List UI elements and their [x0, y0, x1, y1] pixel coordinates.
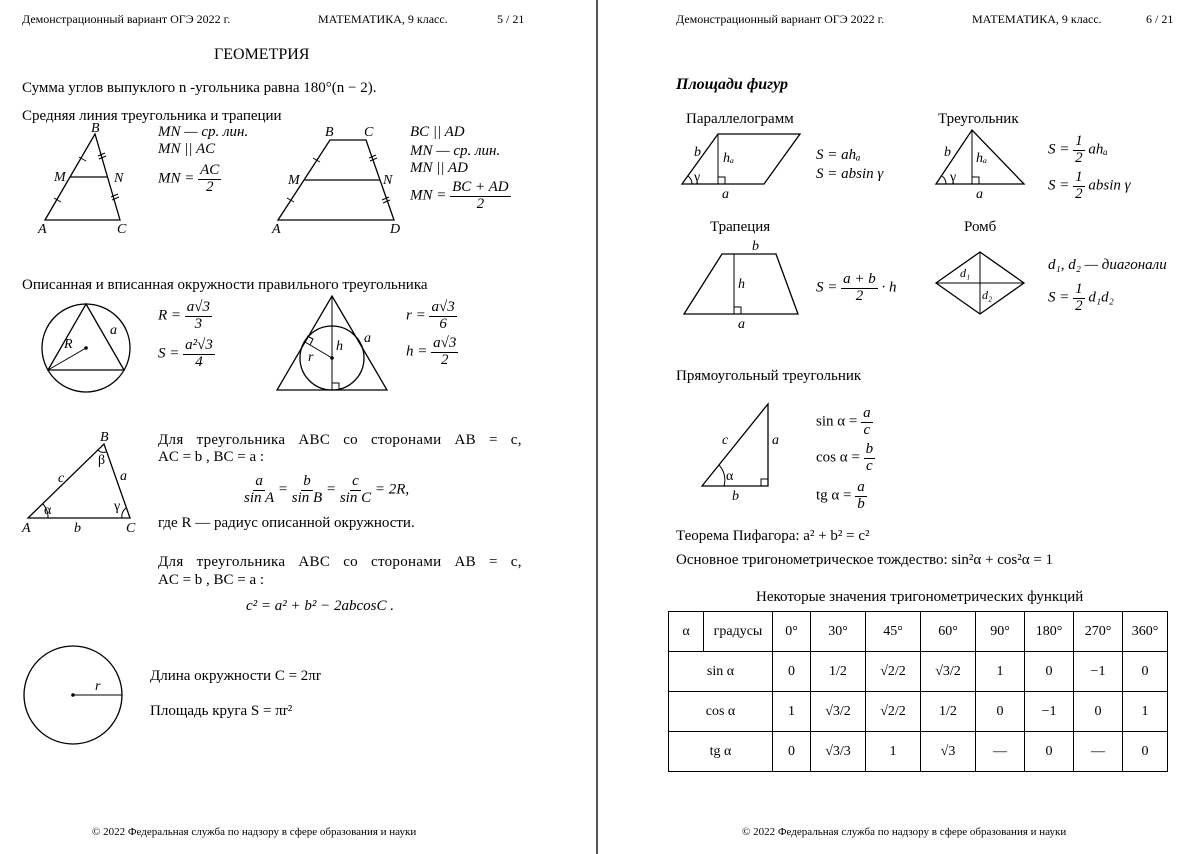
angle-gamma: γ — [114, 499, 121, 514]
table-row — [669, 652, 1168, 692]
value-cell: √3/3 — [811, 732, 866, 772]
rhombus-formula-2: S = $\frac{1}{2}$ d₁d₂ — [1048, 281, 1114, 314]
height-ha: hₐ — [723, 151, 735, 166]
value-cell: 1 — [976, 652, 1025, 692]
value-cell: −1 — [1074, 652, 1123, 692]
value-cell: 0 — [1123, 652, 1168, 692]
side-a: a — [722, 187, 729, 202]
value-cell: 1 — [1123, 692, 1168, 732]
parallelogram-figure — [678, 126, 808, 202]
side-a: a — [110, 323, 117, 338]
value-cell: 0 — [773, 732, 811, 772]
parallelogram-formula-2: S = absin γ — [816, 166, 884, 182]
point-M: M — [54, 170, 66, 185]
radius-r: r — [95, 679, 101, 694]
triangle-figure — [932, 126, 1028, 202]
table-row — [669, 732, 1168, 772]
midline-heading: Средняя линия треугольника и трапеции — [22, 108, 282, 124]
value-cell: 0 — [976, 692, 1025, 732]
sine-law-triangle-figure — [18, 428, 144, 540]
trap-formula-1: BC || AD — [410, 124, 465, 140]
leg-b: b — [732, 489, 739, 504]
cos-law-intro-2: AC = b , BC = a : — [158, 572, 265, 588]
height-h: h — [336, 339, 343, 354]
sin-formula: sin α = $\frac{a}{c}$ — [816, 405, 871, 438]
value-cell: 1/2 — [811, 652, 866, 692]
circle-area-formula: Площадь круга S = πr² — [150, 703, 293, 719]
vertex-D: D — [390, 222, 401, 235]
point-M: M — [288, 173, 300, 188]
trig-identity: Основное тригонометрическое тождество: sin²α + cos²α = 1 — [676, 552, 1054, 568]
trig-values-table — [668, 611, 1168, 772]
value-cell: 1 — [866, 732, 921, 772]
midline-trapezoid-figure — [268, 120, 408, 235]
side-a: a — [120, 469, 127, 484]
value-cell: 1/2 — [921, 692, 976, 732]
cos-law-formula: c² = a² + b² − 2abcosC . — [246, 598, 395, 614]
base-b: b — [752, 239, 759, 254]
triangle-formula-1: S = $\frac{1}{2}$ ahₐ — [1048, 133, 1108, 166]
vertex-B: B — [91, 121, 100, 136]
tri1-formula-1: MN — ср. лин. — [158, 124, 249, 140]
side-a: a — [364, 331, 371, 346]
height-h: h — [738, 277, 745, 292]
side-a: a — [976, 187, 983, 202]
cos-formula: cos α = $\frac{b}{c}$ — [816, 441, 874, 474]
trapezoid-formula: S = $\frac{a + b}{2}$ · h — [816, 271, 897, 304]
angle-alpha: α — [44, 503, 52, 518]
value-cell: √3 — [921, 732, 976, 772]
right-triangle-figure — [698, 398, 780, 506]
incirc-formula-h: h = $\frac{a√3}{2}$ — [406, 335, 457, 368]
header-left: Демонстрационный вариант ОГЭ 2022 г. — [676, 12, 885, 26]
value-cell: √2/2 — [866, 652, 921, 692]
table-header-row — [669, 612, 1168, 652]
value-cell: 1 — [773, 692, 811, 732]
diagonal-d1: d₁ — [960, 266, 971, 280]
right-triangle-heading: Прямоугольный треугольник — [676, 368, 862, 384]
header-cell: 60° — [921, 612, 976, 652]
circ-formula-R: R = $\frac{a√3}{3}$ — [158, 299, 211, 332]
value-cell: — — [1074, 732, 1123, 772]
header-page-number: 6 / 21 — [1146, 12, 1174, 26]
hypotenuse-c: c — [722, 433, 729, 448]
value-cell: √3/2 — [811, 692, 866, 732]
angle-gamma: γ — [950, 170, 957, 185]
header-page-number: 5 / 21 — [497, 12, 525, 26]
polygon-sum: Сумма углов выпуклого n -угольника равна 180°(n − 2). — [22, 80, 377, 96]
vertex-B: B — [325, 125, 334, 140]
page-title: ГЕОМЕТРИЯ — [214, 46, 310, 63]
footer: © 2022 Федеральная служба по надзору в сфере образования и науки — [742, 826, 1067, 838]
circle-figure — [22, 644, 126, 748]
trapezoid-title: Трапеция — [710, 219, 771, 235]
base-a: a — [738, 317, 745, 332]
vertex-C: C — [117, 222, 127, 235]
vertex-C: C — [126, 521, 136, 536]
point-N: N — [383, 173, 393, 188]
header-cell: 360° — [1123, 612, 1168, 652]
tg-formula: tg α = $\frac{a}{b}$ — [816, 479, 865, 512]
right-page — [600, 0, 1200, 854]
sine-law-intro: Для треугольника ABC со сторонами AB = c, — [158, 432, 522, 448]
trap-formula-2: MN — ср. лин. — [410, 143, 501, 159]
table-title: Некоторые значения тригонометрических функций — [756, 589, 1084, 605]
sine-law-intro-2: AC = b , BC = a : — [158, 449, 265, 465]
circ-formula-S: S = $\frac{\text{a²√3}}{4}$ — [158, 337, 213, 370]
midline-triangle-figure — [30, 120, 140, 235]
value-cell: √3/2 — [921, 652, 976, 692]
header-cell: 180° — [1025, 612, 1074, 652]
radius-R: R — [64, 337, 73, 352]
vertex-C: C — [364, 125, 374, 140]
table-row — [669, 692, 1168, 732]
point-N: N — [114, 171, 124, 186]
header-left: Демонстрационный вариант ОГЭ 2022 г. — [22, 12, 231, 26]
value-cell: 0 — [1074, 692, 1123, 732]
header-cell: 45° — [866, 612, 921, 652]
trap-formula-4: MN = $\frac{BC + AD}{2}$ — [410, 179, 509, 212]
value-cell: √2/2 — [866, 692, 921, 732]
value-cell: 0 — [773, 652, 811, 692]
triangle-formula-2: S = $\frac{1}{2}$ absin γ — [1048, 169, 1131, 202]
sine-law-note: где R — радиус описанной окружности. — [158, 515, 415, 531]
radius-r: r — [308, 350, 314, 365]
angle-beta: β — [98, 453, 106, 468]
trapezoid-figure — [680, 236, 806, 332]
parallelogram-formula-1: S = ahₐ — [816, 147, 861, 163]
rhombus-figure — [934, 250, 1030, 316]
areas-heading: Площади фигур — [676, 76, 788, 93]
diagonal-d2: d₂ — [982, 288, 993, 302]
vertex-A: A — [272, 222, 281, 235]
function-cell: sin α — [669, 652, 773, 692]
value-cell: 0 — [1025, 732, 1074, 772]
header-cell: 30° — [811, 612, 866, 652]
function-cell: cos α — [669, 692, 773, 732]
angle-gamma: γ — [694, 170, 701, 185]
value-cell: 0 — [1025, 652, 1074, 692]
tri1-formula-3: MN = $\frac{AC}{2}$ — [158, 162, 220, 195]
vertex-A: A — [22, 521, 31, 536]
side-b: b — [694, 145, 701, 160]
rhombus-formula-1: d₁, d₂ — диагонали — [1048, 257, 1167, 273]
left-page — [0, 0, 596, 854]
side-b: b — [944, 145, 951, 160]
angle-alpha: α — [726, 469, 734, 484]
value-cell: 0 — [1123, 732, 1168, 772]
parallelogram-title: Параллелограмм — [686, 111, 794, 127]
triangle-title: Треугольник — [938, 111, 1019, 127]
header-cell: 90° — [976, 612, 1025, 652]
tri1-formula-2: MN || AC — [158, 141, 216, 157]
incirc-formula-r: r = $\frac{a√3}{6}$ — [406, 299, 455, 332]
trap-formula-3: MN || AD — [410, 160, 468, 176]
side-c: c — [58, 471, 65, 486]
header-subject: МАТЕМАТИКА, 9 класс. — [318, 12, 448, 26]
height-ha: hₐ — [976, 151, 988, 166]
leg-a: a — [772, 433, 779, 448]
vertex-B: B — [100, 430, 109, 445]
inscribed-circle-figure — [272, 292, 392, 396]
value-cell: −1 — [1025, 692, 1074, 732]
header-cell: 0° — [773, 612, 811, 652]
header-cell: 270° — [1074, 612, 1123, 652]
sine-law-formula: $\frac{a}{\text{sin A}}$ = $\frac{b}{\text{sin B}}$ = $\frac{c}{\text{sin C}}$ = 2R, — [244, 473, 410, 506]
pythagoras-theorem: Теорема Пифагора: a² + b² = c² — [676, 528, 870, 544]
cos-law-intro: Для треугольника ABC со сторонами AB = c, — [158, 554, 522, 570]
circumscribed-circle-figure — [36, 298, 136, 398]
value-cell: — — [976, 732, 1025, 772]
page-divider — [596, 0, 598, 854]
header-subject: МАТЕМАТИКА, 9 класс. — [972, 12, 1102, 26]
header-cell: α — [669, 612, 704, 652]
function-cell: tg α — [669, 732, 773, 772]
vertex-A: A — [38, 222, 47, 235]
circles-heading: Описанная и вписанная окружности правильного треугольника — [22, 277, 428, 293]
circumference-formula: Длина окружности C = 2πr — [150, 668, 321, 684]
side-b: b — [74, 521, 81, 536]
header-cell: градусы — [704, 612, 773, 652]
rhombus-title: Ромб — [964, 219, 997, 235]
footer: © 2022 Федеральная служба по надзору в сфере образования и науки — [92, 826, 417, 838]
